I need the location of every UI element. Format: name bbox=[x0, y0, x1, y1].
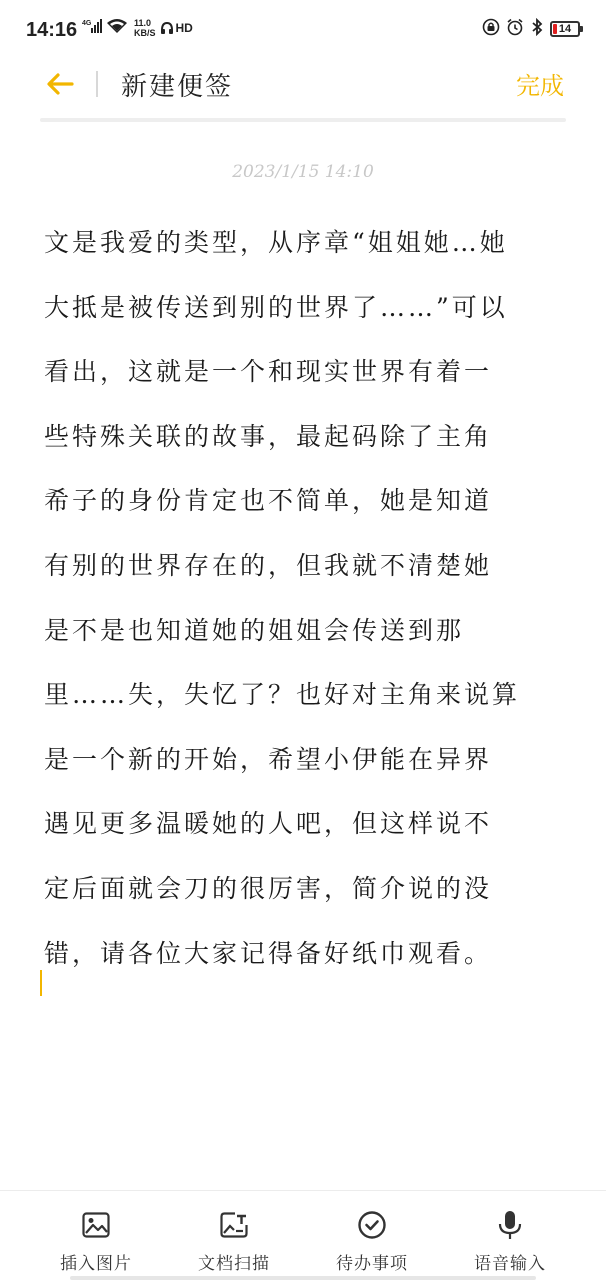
done-button[interactable]: 完成 bbox=[516, 72, 564, 100]
note-line: 看出，这就是一个和现实世界有着一 bbox=[44, 357, 493, 387]
text-cursor bbox=[40, 970, 42, 996]
arrow-left-icon bbox=[45, 72, 75, 100]
insert-image-button[interactable] bbox=[41, 1209, 151, 1274]
document-scan-button[interactable] bbox=[179, 1209, 289, 1274]
checklist-icon bbox=[356, 1209, 388, 1241]
hd-label: HD bbox=[175, 21, 193, 35]
battery-icon bbox=[550, 21, 580, 37]
alarm-icon bbox=[506, 18, 524, 40]
insert-image-label: 插入图片 bbox=[60, 1254, 132, 1274]
svg-text:4G: 4G bbox=[82, 20, 92, 27]
bottom-toolbar bbox=[0, 1190, 606, 1281]
note-line: 遇见更多温暖她的人吧，但这样说不 bbox=[44, 809, 493, 839]
bluetooth-icon bbox=[530, 18, 544, 40]
status-bar bbox=[0, 0, 606, 60]
note-line: 里……失，失忆了？也好对主角来说算 bbox=[44, 680, 521, 710]
back-button[interactable] bbox=[40, 66, 80, 106]
header-divider bbox=[96, 71, 98, 97]
battery-level: 14 bbox=[558, 23, 572, 35]
signal-icon bbox=[82, 18, 102, 38]
note-line: 是不是也知道她的姐姐会传送到那 bbox=[44, 615, 465, 645]
note-line: 大抵是被传送到别的世界了……”可以 bbox=[44, 292, 508, 322]
gesture-bar[interactable] bbox=[70, 1276, 536, 1280]
voice-input-button[interactable] bbox=[455, 1209, 565, 1274]
status-time: 14:16 bbox=[26, 19, 78, 41]
battery-fill bbox=[553, 24, 557, 34]
todo-label: 待办事项 bbox=[336, 1254, 408, 1274]
note-line: 有别的世界存在的，但我就不清楚她 bbox=[44, 550, 493, 580]
network-speed-unit: KB/S bbox=[134, 28, 156, 38]
network-speed-value: 11.0 bbox=[134, 18, 152, 28]
page-title: 新建便签 bbox=[121, 72, 234, 102]
network-speed bbox=[134, 18, 156, 38]
note-timestamp: 2023/1/15 14:10 bbox=[232, 162, 374, 182]
microphone-icon bbox=[494, 1209, 526, 1241]
note-line: 文是我爱的类型，从序章“姐姐她…她 bbox=[44, 228, 508, 257]
hd-call-icon bbox=[160, 21, 193, 35]
todo-button[interactable] bbox=[317, 1209, 427, 1274]
note-text-area[interactable] bbox=[44, 211, 569, 986]
note-line: 错，请各位大家记得备好纸巾观看。 bbox=[44, 938, 493, 968]
note-header bbox=[0, 60, 606, 110]
note-line: 定后面就会刀的很厉害，简介说的没 bbox=[44, 873, 493, 903]
image-icon bbox=[80, 1209, 112, 1241]
document-scan-icon bbox=[218, 1209, 250, 1241]
note-line: 希子的身份肯定也不简单，她是知道 bbox=[44, 486, 493, 516]
header-divider-line bbox=[40, 118, 566, 122]
status-right-icons bbox=[482, 18, 580, 40]
voice-input-label: 语音输入 bbox=[474, 1254, 546, 1274]
status-left-icons bbox=[82, 18, 193, 38]
note-line: 是一个新的开始，希望小伊能在异界 bbox=[44, 744, 493, 774]
document-scan-label: 文档扫描 bbox=[198, 1254, 270, 1274]
battery-tip bbox=[580, 26, 583, 32]
note-line: 些特殊关联的故事，最起码除了主角 bbox=[44, 421, 493, 451]
wifi-icon bbox=[106, 18, 128, 38]
lock-rotation-icon bbox=[482, 18, 500, 40]
